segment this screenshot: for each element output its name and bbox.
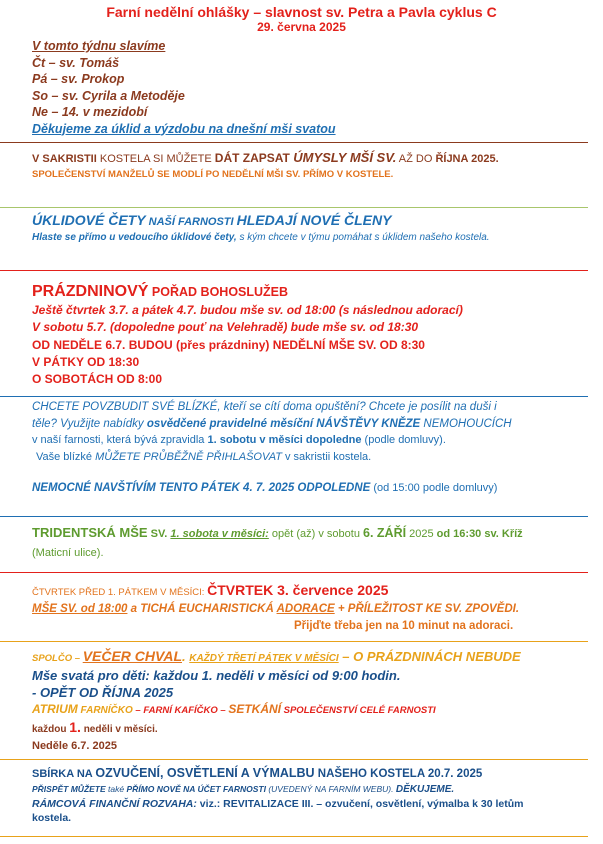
- trident-text: 1. sobota v měsíci:: [170, 528, 269, 540]
- nemocni-text: Využijte nabídky: [56, 417, 147, 430]
- nemocni-text: těle?: [32, 417, 57, 430]
- divider: [0, 396, 588, 397]
- atrium-text: – FARNÍ KAFÍČKO –: [132, 705, 229, 716]
- atrium-text: SETKÁNÍ: [228, 702, 281, 716]
- sbirka-text: OZVUČENÍ, OSVĚTLENÍ A VÝMALBU: [95, 766, 315, 780]
- sbirka-text: PŘÍMO NOVĚ NA ÚČET FARNOSTI: [126, 784, 266, 794]
- prazdniny-heading: PRÁZDNINOVÝ: [32, 283, 149, 300]
- prazdniny-heading: POŘAD BOHOSLUŽEB: [148, 285, 289, 299]
- spolco-text: VEČER CHVAL: [82, 648, 182, 664]
- spolco-text: – O PRÁZDNINÁCH NEBUDE: [338, 649, 521, 664]
- sakristie-text: AŽ DO: [396, 153, 436, 165]
- kazdou-text: každou: [32, 724, 70, 735]
- prazdniny-line: V PÁTKY OD 18:30: [32, 354, 140, 369]
- week-heading: V tomto týdnu slavíme: [32, 39, 166, 53]
- divider: [0, 572, 588, 573]
- sbirka-text: NAŠEHO KOSTELA 20.7. 2025: [314, 768, 483, 780]
- ctvrtek-line: Přijďte třeba jen na 10 minut na adoraci.: [294, 620, 514, 632]
- ctvrtek-text: ADORACE: [276, 603, 335, 615]
- title-text: Farní nedělní ohlášky – slavnost sv. Petra a Pavla cyklus C: [106, 4, 497, 20]
- uklid-text: s kým chcete v týmu pomáhat s úklidem našeho kostela.: [236, 232, 490, 243]
- atrium-text: ATRIUM: [32, 702, 78, 716]
- kazdou-text: neděli v měsíci.: [80, 724, 158, 735]
- nemocni-text: (podle domluvy).: [361, 434, 446, 446]
- prazdniny-line: OD NEDĚLE 6.7. BUDOU (přes prázdniny) NEDĚLNÍ MŠE SV. OD 8:30: [32, 337, 425, 352]
- week-item: So – sv. Cyrila a Metoděje: [32, 88, 185, 103]
- nemocni-text: 1. sobotu v měsíci dopoledne: [207, 434, 362, 446]
- trident-section: [32, 523, 595, 563]
- nemocni-text: NEMOCNÉ NAVŠTÍVÍM TENTO PÁTEK 4. 7. 2025 ODPOLEDNE: [32, 482, 371, 494]
- atrium-text: SPOLEČENSTVÍ CELÉ FARNOSTI: [281, 705, 436, 716]
- week-item: Ne – 14. v mezidobí: [32, 105, 148, 119]
- sakristie-section: [32, 150, 595, 183]
- ctvrtek-section: [32, 582, 595, 635]
- spolco-section: [32, 648, 595, 755]
- uklid-text: Hlaste se přímo u vedoucího úklidové čety,: [32, 232, 237, 243]
- sakristie-text: V SAKRISTII: [32, 153, 97, 165]
- spolco-line: - OPĚT OD ŘÍJNA 2025: [32, 685, 174, 700]
- thanks-text: Děkujeme za úklid a výzdobu na dnešní mši svatou: [32, 121, 336, 136]
- ctvrtek-text: a TICHÁ EUCHARISTICKÁ: [127, 603, 277, 615]
- nemocni-text: Vaše blízké: [36, 450, 96, 463]
- nemocni-text: osvědčené pravidelné měsíční NÁVŠTĚVY KNĚZE: [146, 417, 421, 430]
- sbirka-line: kostela.: [32, 812, 72, 824]
- trident-text: TRIDENTSKÁ MŠE: [32, 525, 148, 540]
- sbirka-section: [32, 766, 595, 825]
- spolco-line: Mše svatá pro děti: každou 1. neděli v měsíci od 9:00 hodin.: [32, 668, 401, 683]
- divider: [0, 641, 588, 642]
- atrium-text: FARNÍČKO: [77, 705, 133, 716]
- sbirka-text: NA: [73, 768, 96, 780]
- week-section: [32, 38, 595, 137]
- trident-text: opět (až) v sobotu: [268, 528, 364, 540]
- sbirka-text: viz.: REVITALIZACE III. – ozvučení, osvětlení, výmalba k 30 letům: [196, 798, 524, 810]
- trident-line: (Maticní ulice).: [32, 547, 104, 559]
- prazdniny-line: Ještě čtvrtek 3.7. a pátek 4.7. budou mše sv. od 18:00 (s následnou adorací): [32, 303, 463, 317]
- divider: [0, 207, 588, 208]
- trident-text: SV.: [147, 528, 171, 540]
- prazdniny-line: V sobotu 5.7. (dopoledne pouť na Velehradě) bude mše sv. od 18:30: [32, 320, 419, 335]
- spolecenstvi-text: SPOLEČENSTVÍ MANŽELŮ SE MODLÍ PO NEDĚLNÍ MŠI SV. PŘÍMO V KOSTELE.: [32, 169, 394, 180]
- ctvrtek-text: + PŘÍLEŽITOST KE SV. ZPOVĚDI.: [334, 603, 520, 615]
- sakristie-text: ÚMYSLY MŠÍ SV.: [293, 150, 397, 165]
- spolco-text: SPOLČO –: [32, 653, 83, 664]
- nemocni-line: CHCETE POVZBUDIT SVÉ BLÍZKÉ, kteří se cítí doma opuštění? Chcete je posílit na duši i: [32, 401, 497, 413]
- page-title: [0, 4, 603, 34]
- uklid-text: ÚKLIDOVÉ ČETY: [32, 212, 146, 228]
- sbirka-text: SBÍRKA: [32, 768, 74, 780]
- nemocni-text: (od 15:00 podle domluvy): [370, 482, 498, 494]
- nemocni-text: MŮŽETE PRŮBĚŽNĚ PŘIHLAŠOVAT: [95, 450, 282, 463]
- nemocni-section: [32, 399, 595, 497]
- divider: [0, 516, 588, 517]
- nemocni-text: v naší farnosti, která bývá zpravidla: [32, 434, 208, 446]
- divider: [0, 836, 588, 837]
- spolco-text: .: [182, 649, 190, 664]
- kazdou-line: Neděle 6.7. 2025: [32, 740, 118, 752]
- week-item: Čt – sv. Tomáš: [32, 55, 120, 70]
- trident-text: 6. ZÁŘÍ: [363, 526, 407, 540]
- uklid-section: [32, 211, 595, 245]
- divider: [0, 142, 588, 143]
- prazdniny-line: O SOBOTÁCH OD 8:00: [32, 372, 163, 387]
- sbirka-text: PŘISPĚT MŮŽETE: [32, 784, 106, 794]
- ctvrtek-text: ČTVRTEK 3. července 2025: [207, 582, 389, 598]
- sbirka-text: také: [105, 784, 127, 794]
- sakristie-text: DÁT ZAPSAT: [214, 151, 294, 165]
- divider: [0, 759, 588, 760]
- kazdou-text: 1.: [69, 719, 81, 735]
- date-text: 29. června 2025: [257, 20, 346, 34]
- uklid-text: HLEDAJÍ NOVÉ ČLENY: [236, 212, 392, 228]
- nemocni-text: NEMOHOUCÍCH: [420, 417, 512, 430]
- spolco-text: KAŽDÝ TŘETÍ PÁTEK V MĚSÍCI: [189, 653, 339, 664]
- sbirka-text: (UVEDENÝ NA FARNÍM WEBU).: [265, 784, 396, 794]
- sbirka-text: RÁMCOVÁ FINANČNÍ ROZVAHA:: [32, 798, 197, 810]
- trident-text: 2025: [406, 528, 437, 540]
- trident-text: od 16:30 sv. Kříž: [436, 528, 523, 540]
- week-item: Pá – sv. Prokop: [32, 72, 125, 86]
- ctvrtek-text: MŠE SV. od 18:00: [32, 603, 128, 615]
- nemocni-text: v sakristii kostela.: [281, 450, 372, 463]
- prazdniny-section: [32, 282, 595, 388]
- sakristie-text: ŘÍJNA 2025: [435, 153, 496, 165]
- sakristie-text: .: [495, 153, 499, 165]
- sakristie-text: KOSTELA SI MŮŽETE: [96, 153, 215, 165]
- ctvrtek-text: ČTVRTEK PŘED 1. PÁTKEM V MĚSÍCI:: [32, 587, 208, 598]
- uklid-text: NAŠÍ FARNOSTI: [145, 216, 237, 228]
- divider: [0, 270, 588, 271]
- sbirka-text: DĚKUJEME.: [395, 784, 455, 795]
